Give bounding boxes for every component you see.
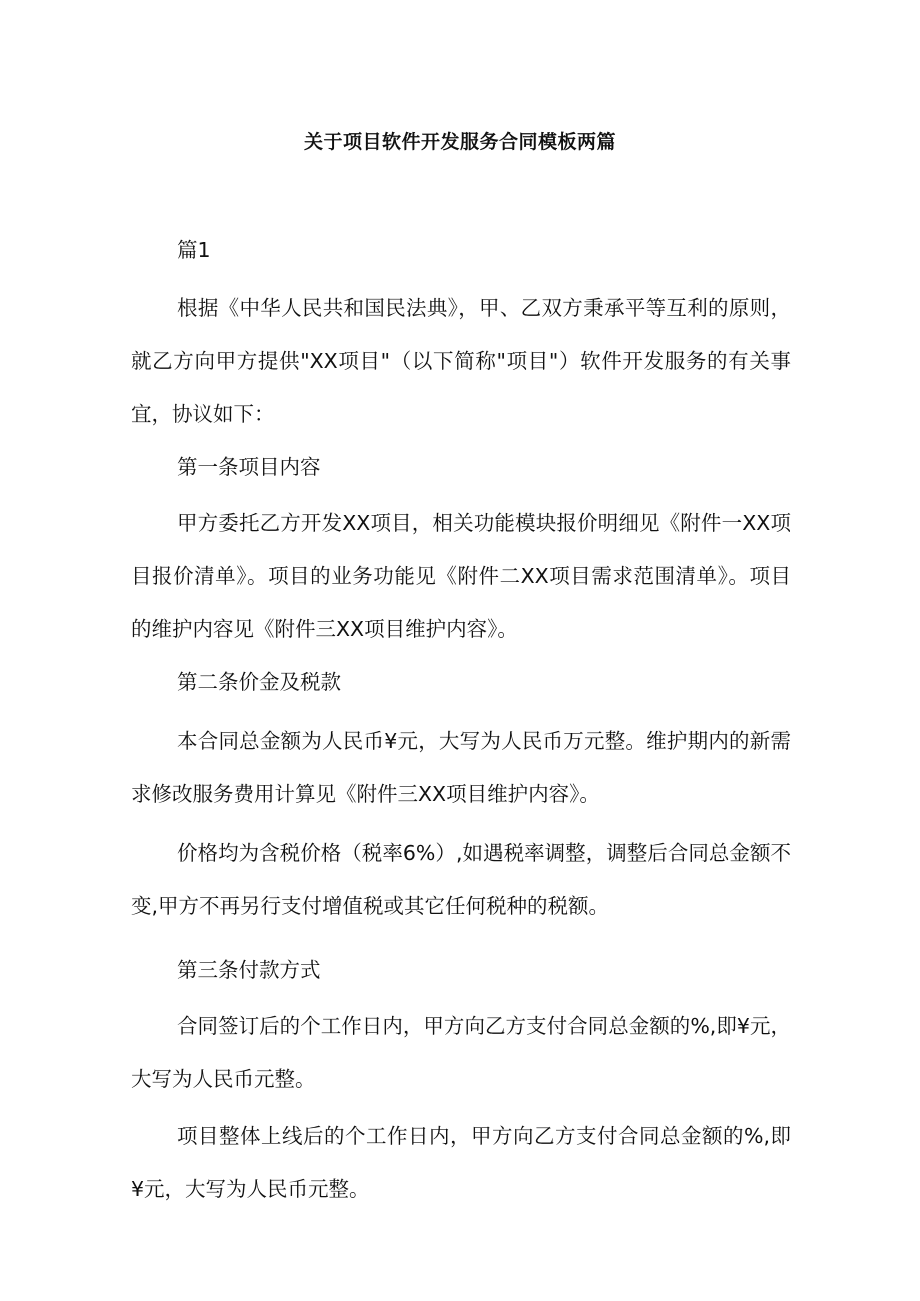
article-1-heading: 第一条项目内容 [177, 455, 321, 479]
article-2-heading: 第二条价金及税款 [177, 670, 341, 694]
document-title: 关于项目软件开发服务合同模板两篇 [303, 131, 616, 153]
article-2-paragraph-1: 本合同总金额为人民币¥元，大写为人民币万元整。维护期内的新需求修改服务费用计算见《附件三XX项目维护内容》。 [131, 729, 791, 806]
intro-paragraph: 根据《中华人民共和国民法典》，甲、乙双方秉承平等互利的原则，就乙方向甲方提供"XX项目"（以下简称"项目"）软件开发服务的有关事宜，协议如下： [131, 296, 791, 426]
part-label: 篇1 [177, 238, 211, 262]
article-3-heading: 第三条付款方式 [177, 958, 321, 982]
article-3-paragraph-1: 合同签订后的个工作日内，甲方向乙方支付合同总金额的%,即¥元，大写为人民币元整。 [131, 1014, 791, 1091]
article-1-paragraph: 甲方委托乙方开发XX项目，相关功能模块报价明细见《附件一XX项目报价清单》。项目的业务功能见《附件二XX项目需求范围清单》。项目的维护内容见《附件三XX项目维护内容》。 [131, 511, 791, 641]
article-3-paragraph-2: 项目整体上线后的个工作日内，甲方向乙方支付合同总金额的%,即¥元，大写为人民币元整。 [131, 1124, 791, 1201]
article-2-paragraph-2: 价格均为含税价格（税率6%）,如遇税率调整，调整后合同总金额不变,甲方不再另行支付增值税或其它任何税种的税额。 [131, 841, 791, 918]
